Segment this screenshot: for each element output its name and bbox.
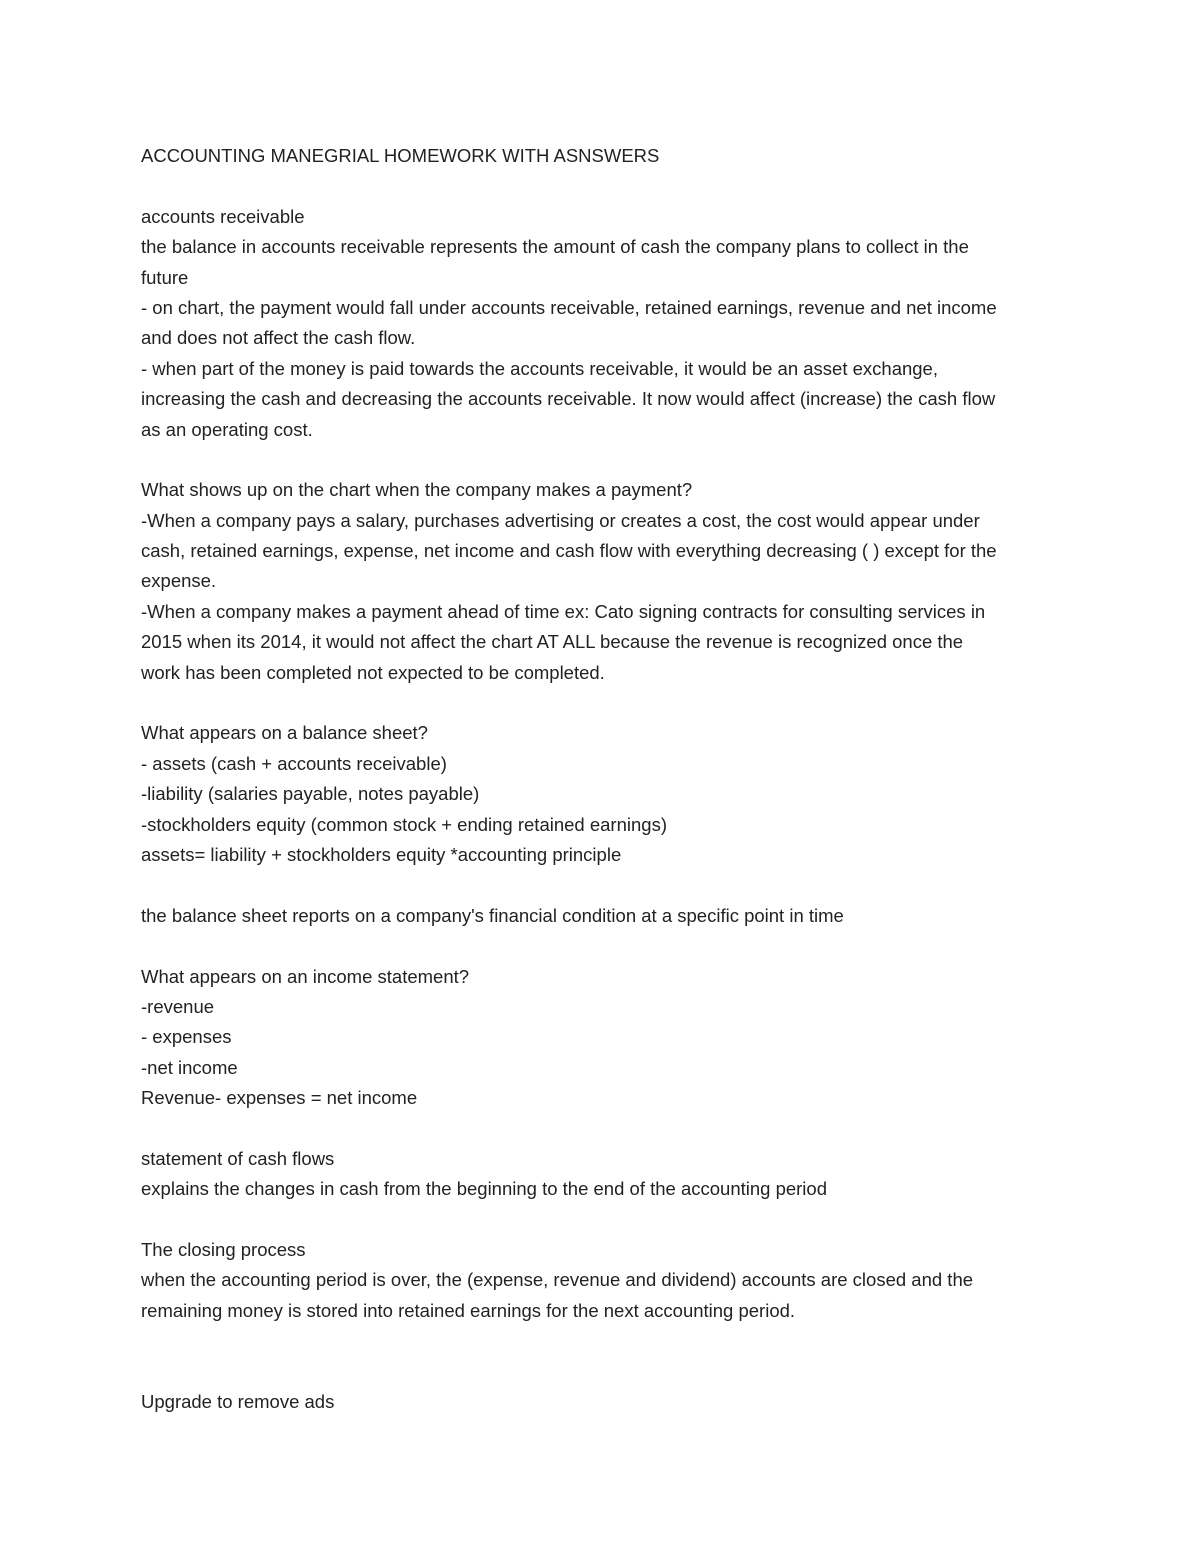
balance-sheet-note: the balance sheet reports on a company's financial condition at a specific point in time [141,904,844,926]
spacer [141,1326,1081,1356]
spacer [141,445,1081,475]
list-item: -revenue [141,995,215,1017]
paragraph-line: the balance in accounts receivable represents the amount of cash the company plans to collect in the [141,236,969,258]
paragraph-line: 2015 when its 2014, it would not affect the chart AT ALL because the revenue is recognized once the [141,631,964,653]
list-item: -net income [141,1056,238,1078]
paragraph-line: work has been completed not expected to be completed. [141,661,605,683]
paragraph-line: cash, retained earnings, expense, net income and cash flow with everything decreasing ( ) except for the [141,540,997,562]
paragraph-line: explains the changes in cash from the beginning to the end of the accounting period [141,1178,827,1200]
section-heading-income-statement: What appears on an income statement? [141,965,470,987]
upgrade-ads-text: Upgrade to remove ads [141,1391,335,1413]
paragraph-line: expense. [141,570,217,592]
section-heading-balance-sheet: What appears on a balance sheet? [141,722,428,744]
document-title: ACCOUNTING MANEGRIAL HOMEWORK WITH ASNSWERS [141,145,660,166]
paragraph-line: -When a company makes a payment ahead of time ex: Cato signing contracts for consulting services in [141,600,986,622]
document-body [141,141,1081,1417]
paragraph-line: increasing the cash and decreasing the accounts receivable. It now would affect (increase) the cash flow [141,388,996,410]
paragraph-line: future [141,266,189,288]
paragraph-line: when the accounting period is over, the (expense, revenue and dividend) accounts are closed and the [141,1269,974,1291]
paragraph-line: - on chart, the payment would fall under accounts receivable, retained earnings, revenue and net income [141,296,997,318]
paragraph-line: remaining money is stored into retained earnings for the next accounting period. [141,1299,796,1321]
section-heading-closing-process: The closing process [141,1239,306,1261]
spacer [141,870,1081,900]
spacer [141,1205,1081,1235]
list-item: - expenses [141,1026,232,1048]
section-heading-payment: What shows up on the chart when the company makes a payment? [141,479,693,501]
spacer [141,688,1081,718]
spacer [141,1114,1081,1144]
paragraph-line: - when part of the money is paid towards the accounts receivable, it would be an asset exchange, [141,357,938,379]
paragraph-line: -When a company pays a salary, purchases advertising or creates a cost, the cost would appear under [141,509,980,531]
section-heading-cash-flows: statement of cash flows [141,1147,335,1169]
list-item: - assets (cash + accounts receivable) [141,752,447,774]
paragraph-line: as an operating cost. [141,418,313,440]
equation-line: Revenue- expenses = net income [141,1087,418,1109]
paragraph-line: and does not affect the cash flow. [141,327,416,349]
spacer [141,931,1081,961]
list-item: -liability (salaries payable, notes payable) [141,783,480,805]
spacer [141,171,1081,201]
list-item: -stockholders equity (common stock + ending retained earnings) [141,813,667,835]
equation-line: assets= liability + stockholders equity *accounting principle [141,843,622,865]
section-heading-accounts-receivable: accounts receivable [141,205,305,227]
spacer [141,1357,1081,1387]
